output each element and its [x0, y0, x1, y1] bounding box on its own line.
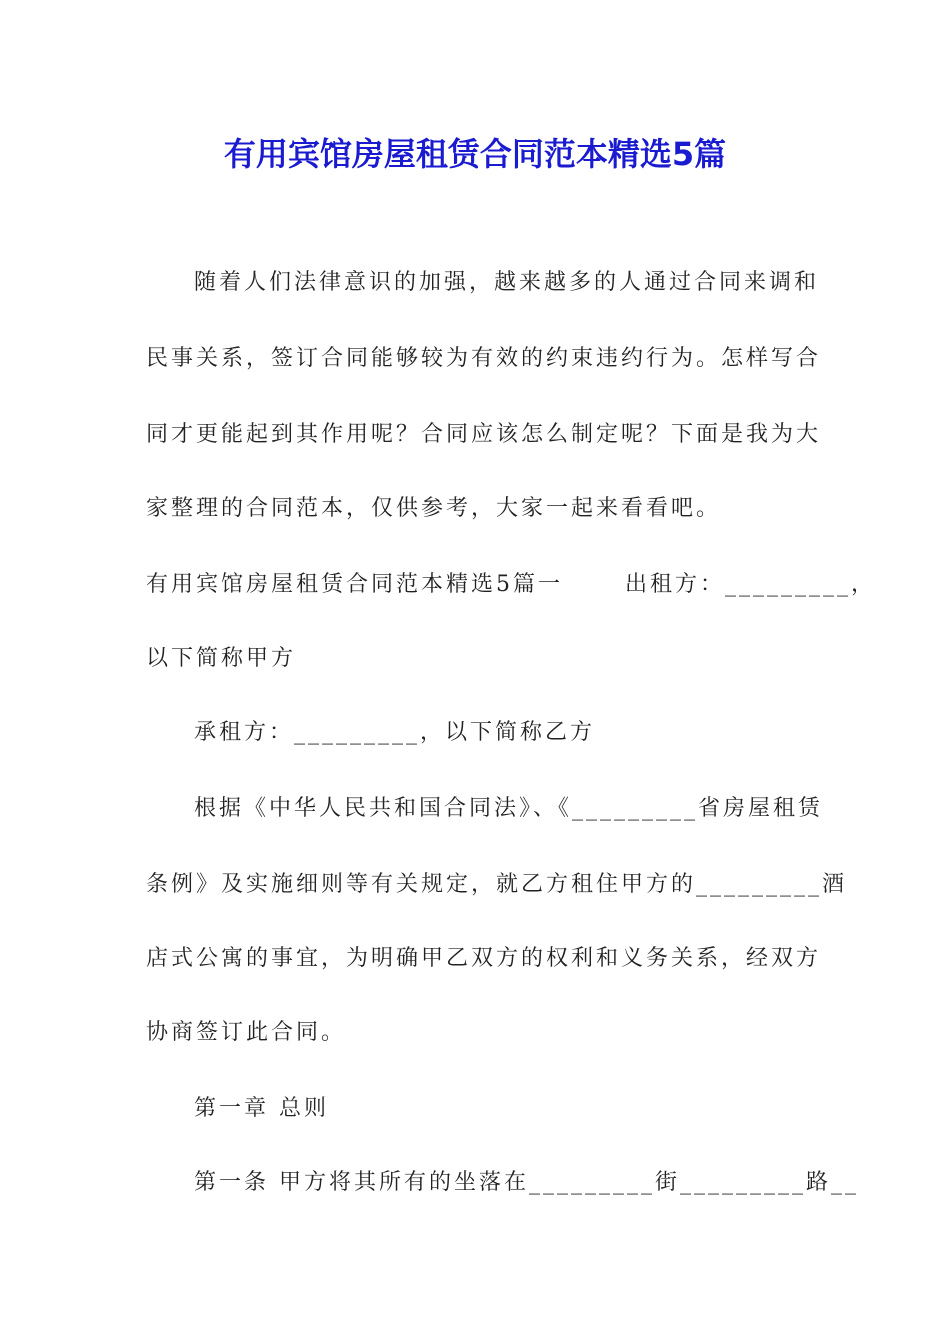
contract-heading: 有用宾馆房屋租赁合同范本精选5篇一 [146, 572, 563, 597]
lessee-field: 承租方：_________，以下简称乙方 [194, 720, 596, 745]
paragraph-line: 店式公寓的事宜，为明确甲乙双方的权利和义务关系，经双方 [146, 946, 822, 971]
paragraph-line: 随着人们法律意识的加强，越来越多的人通过合同来调和 [194, 270, 820, 295]
document-title: 有用宾馆房屋租赁合同范本精选5篇 [223, 135, 727, 173]
paragraph-line: 家整理的合同范本，仅供参考，大家一起来看看吧。 [146, 496, 722, 521]
chapter-heading: 第一章 总则 [194, 1096, 329, 1121]
paragraph-line: 根据《中华人民共和国合同法》、《_________省房屋租赁 [194, 796, 824, 821]
contract-heading-line [146, 570, 876, 600]
paragraph-line: 民事关系，签订合同能够较为有效的约束违约行为。怎样写合 [146, 346, 822, 371]
paragraph-line: 同才更能起到其作用呢？合同应该怎么制定呢？下面是我为大 [146, 422, 822, 447]
lessor-field: 出租方：_________， [625, 572, 877, 597]
paragraph-line: 协商签订此合同。 [146, 1020, 347, 1045]
paragraph-line: 以下简称甲方 [146, 646, 297, 671]
paragraph-line: 条例》及实施细则等有关规定，就乙方租住甲方的_________酒 [146, 872, 848, 897]
article-line: 第一条 甲方将其所有的坐落在_________街_________路__ [194, 1170, 859, 1195]
